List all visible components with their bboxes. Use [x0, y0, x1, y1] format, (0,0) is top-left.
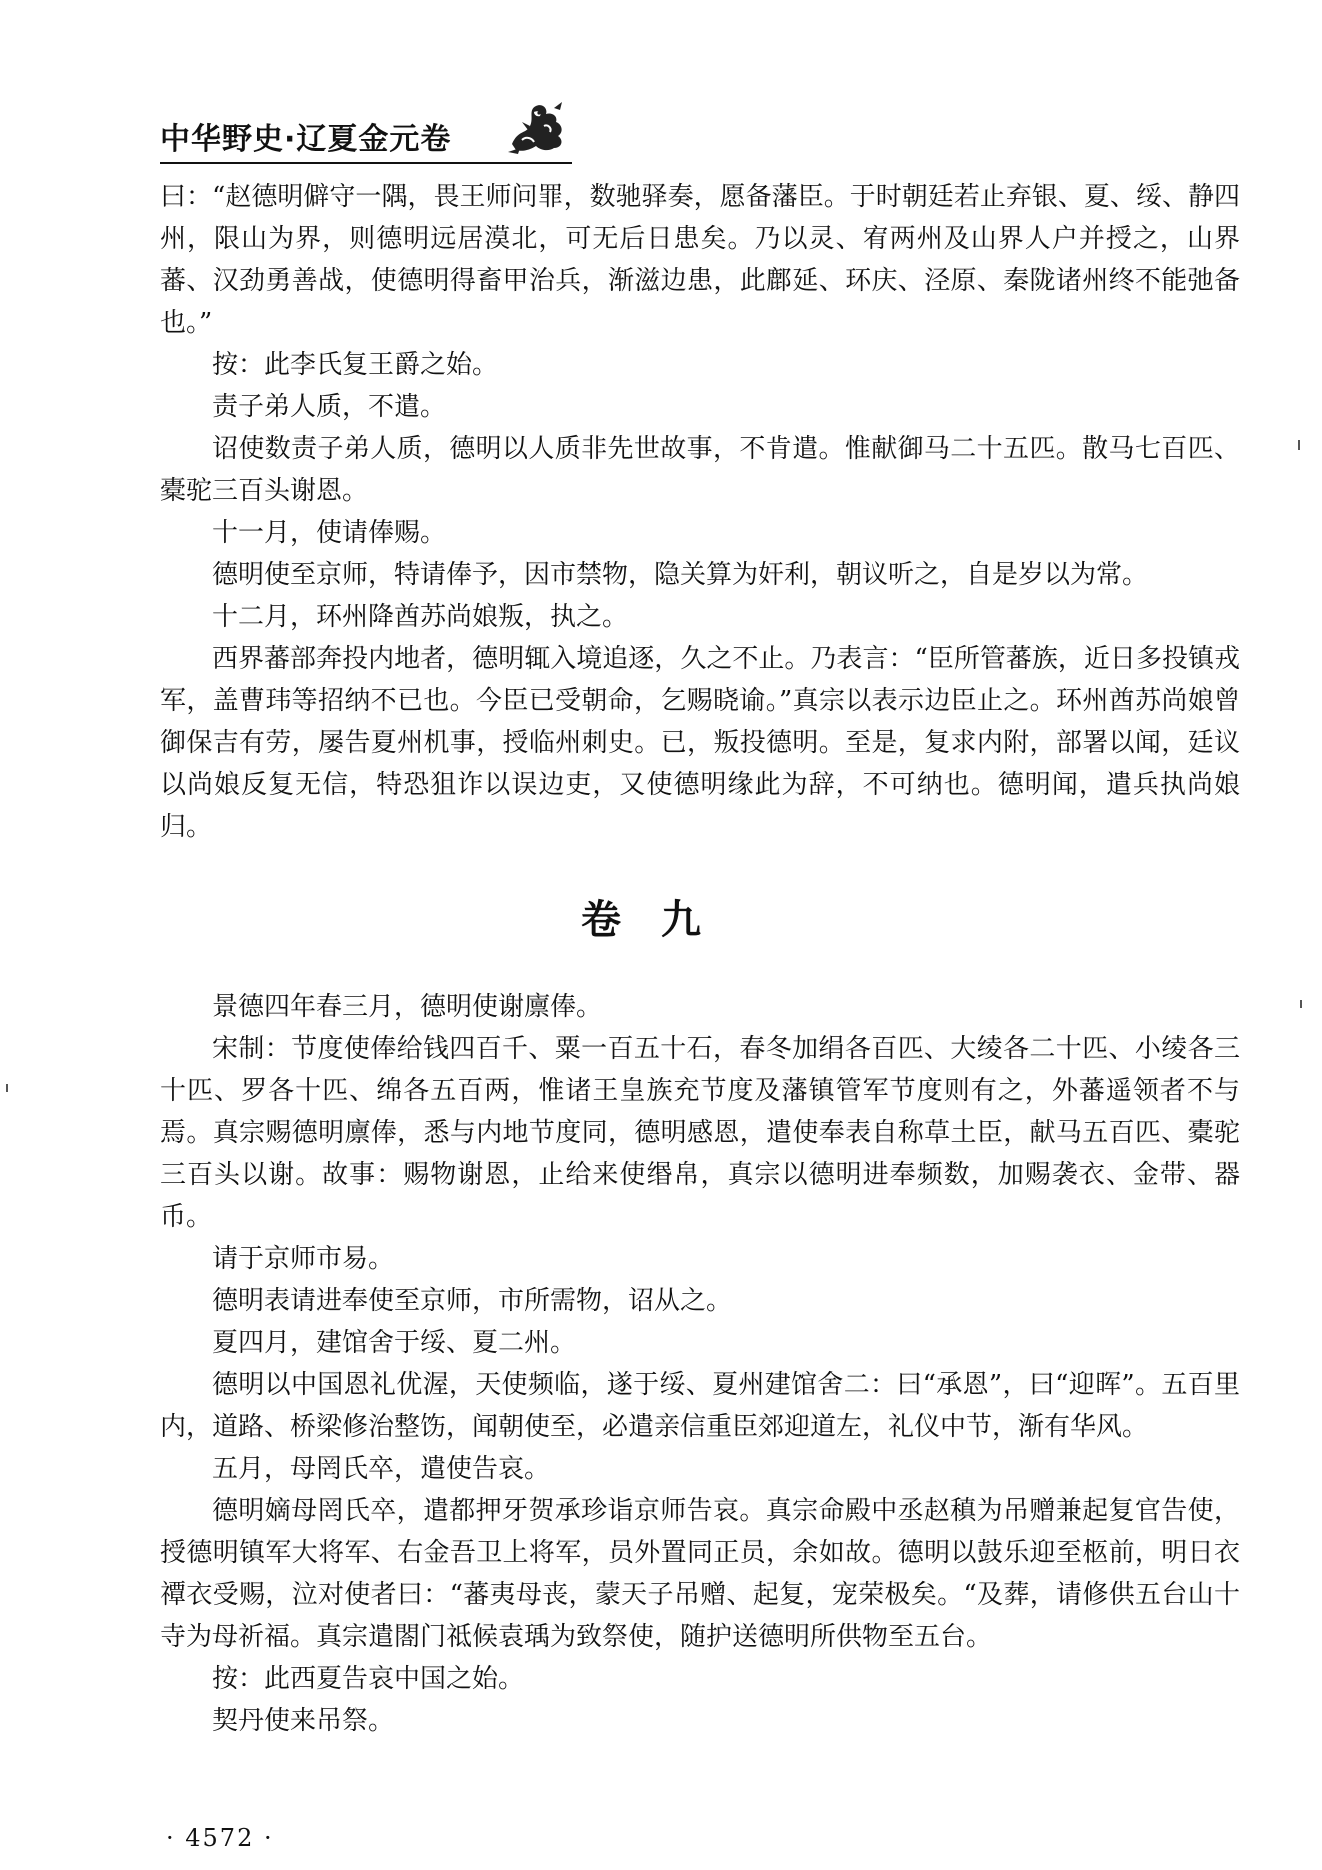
scan-speck — [1300, 1000, 1302, 1008]
paragraph: 十二月，环州降酋苏尚娘叛，执之。 — [212, 602, 629, 632]
scan-speck — [6, 1084, 8, 1092]
paragraph: 责子弟人质，不遣。 — [212, 392, 447, 422]
chapter-title: 卷九 — [581, 897, 741, 943]
paragraph: 请于京师市易。 — [212, 1244, 395, 1274]
paragraph: 西界蕃部奔投内地者，德明辄入境追逐，久之不止。乃表言：“臣所管蕃族，近日多投镇戎军，盖曹玮等招纳不已也。今臣已受朝命，乞赐晓谕。”真宗以表示边臣止之。环州酋苏尚娘曾御保吉有劳，屡告夏州机事，授临州刺史。已，叛投德明。至是，复求内附，部署以闻，廷议以尚娘反复无信，特恐狙诈以误边吏，又使德明缘此为辞，不可纳也。德明闻，遣兵执尚娘归。 — [160, 644, 1240, 842]
paragraph: 按：此李氏复王爵之始。 — [212, 350, 499, 380]
header-rule — [160, 162, 572, 164]
scan-speck — [1298, 440, 1300, 450]
paragraph: 夏四月，建馆舍于绥、夏二州。 — [212, 1328, 577, 1358]
paragraph: 宋制：节度使俸给钱四百千、粟一百五十石，春冬加绢各百匹、大绫各二十匹、小绫各三十匹、罗各十匹、绵各五百两，惟诸王皇族充节度及藩镇管军节度则有之，外蕃遥领者不与焉。真宗赐德明廪俸，悉与内地节度同，德明感恩，遣使奉表自称草土臣，献马五百匹、橐驼三百头以谢。故事：赐物谢恩，止给来使缗帛，真宗以德明进奉频数，加赐袭衣、金带、器币。 — [160, 1034, 1240, 1232]
paragraph: 曰：“赵德明僻守一隅，畏王师问罪，数驰驿奏，愿备藩臣。于时朝廷若止弃银、夏、绥、静四州，限山为界，则德明远居漠北，可无后日患矣。乃以灵、宥两州及山界人户并授之，山界蕃、汉劲勇善战，使德明得畜甲治兵，渐滋边患，此鄜延、环庆、泾原、秦陇诸州终不能弛备也。” — [160, 182, 1240, 338]
paragraph: 五月，母罔氏卒，遣使告哀。 — [212, 1454, 551, 1484]
paragraph: 德明使至京师，特请俸予，因市禁物，隐关算为奸利，朝议听之，自是岁以为常。 — [212, 560, 1149, 590]
book-title: 中华野史·辽夏金元卷 — [160, 122, 452, 157]
paragraph: 十一月，使请俸赐。 — [212, 518, 447, 548]
paragraph: 按：此西夏告哀中国之始。 — [212, 1664, 525, 1694]
paragraph: 德明嫡母罔氏卒，遣都押牙贺承珍诣京师告哀。真宗命殿中丞赵稹为吊赠兼起复官告使，授德明镇军大将军、右金吾卫上将军，员外置同正员，余如故。德明以鼓乐迎至柩前，明日衣禫衣受赐，泣对使者曰：“蕃夷母丧，蒙天子吊赠、起复，宠荣极矣。“及葬，请修供五台山十寺为母祈福。真宗遣閤门祗候袁瑀为致祭使，随护送德明所供物至五台。 — [160, 1496, 1240, 1652]
paragraph: 德明表请进奉使至京师，市所需物，诏从之。 — [212, 1286, 733, 1316]
paragraph: 德明以中国恩礼优渥，天使频临，遂于绥、夏州建馆舍二：曰“承恩”，曰“迎晖”。五百里内，道路、桥梁修治整饬，闻朝使至，必遣亲信重臣郊迎道左，礼仪中节，渐有华风。 — [160, 1370, 1240, 1442]
paragraph: 景德四年春三月，德明使谢廪俸。 — [212, 992, 603, 1022]
paragraph: 契丹使来吊祭。 — [212, 1706, 395, 1736]
section-2 — [160, 986, 1240, 1742]
paragraph: 诏使数责子弟人质，德明以人质非先世故事，不肯遣。惟献御马二十五匹。散马七百匹、橐驼三百头谢恩。 — [160, 434, 1240, 506]
running-header — [160, 100, 580, 162]
section-1 — [160, 176, 1240, 848]
page-number: · 4572 · — [166, 1824, 274, 1852]
dragon-icon — [504, 100, 570, 158]
